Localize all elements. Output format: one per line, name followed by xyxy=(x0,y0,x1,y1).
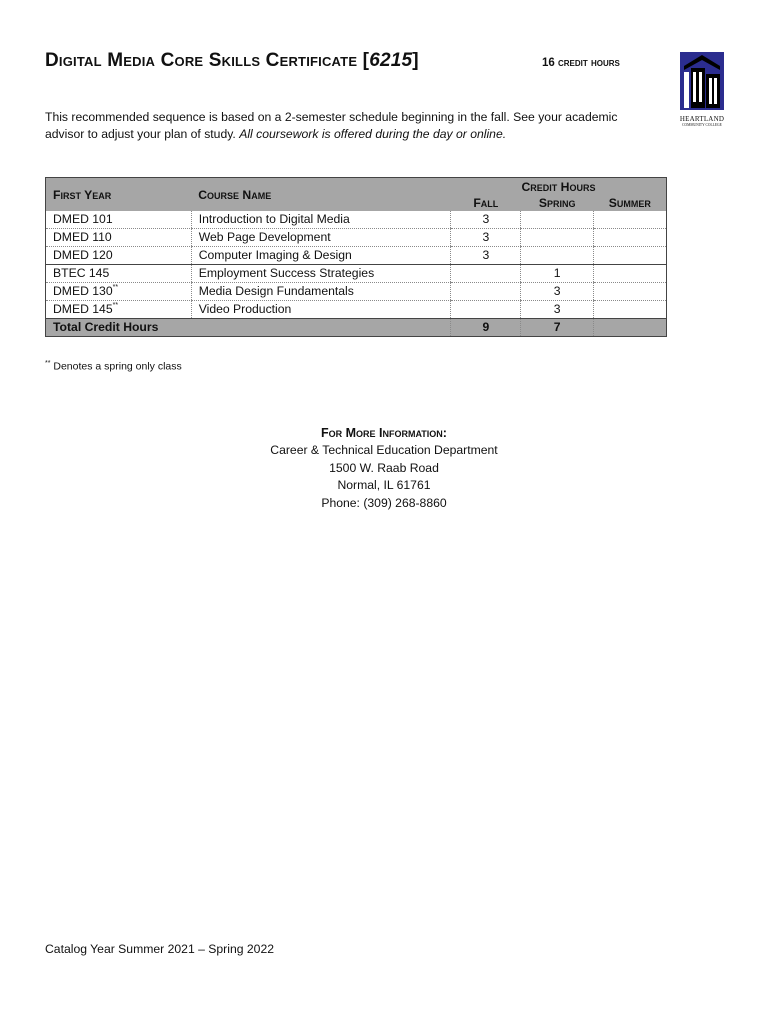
footnote-text: Denotes a spring only class xyxy=(50,360,182,373)
summer-credits xyxy=(594,247,667,265)
header-credit-hours: Credit Hours xyxy=(451,178,667,196)
header-course-name: Course Name xyxy=(191,178,451,212)
intro-italic-note: All coursework is offered during the day or online. xyxy=(239,127,507,141)
table-row xyxy=(46,247,667,265)
logo-wordmark: HEARTLAND xyxy=(679,115,725,123)
table-row xyxy=(46,301,667,319)
total-summer xyxy=(594,319,667,337)
course-name: Media Design Fundamentals xyxy=(191,283,451,301)
title-close: ] xyxy=(412,50,419,71)
spring-credits xyxy=(521,229,594,247)
course-name: Computer Imaging & Design xyxy=(191,247,451,265)
catalog-year: Catalog Year Summer 2021 – Spring 2022 xyxy=(45,942,275,956)
contact-phone: Phone: (309) 268-8860 xyxy=(321,495,447,510)
table-row xyxy=(46,283,667,301)
spring-credits xyxy=(521,247,594,265)
summer-credits xyxy=(594,301,667,319)
spring-credits: 3 xyxy=(521,283,594,301)
fall-credits: 3 xyxy=(451,211,521,229)
table-row xyxy=(46,229,667,247)
contact-heading: For More Information: xyxy=(321,426,447,440)
header-spring: Spring xyxy=(521,195,594,211)
contact-city: Normal, IL 61761 xyxy=(337,478,431,493)
course-code: DMED 120 xyxy=(46,247,192,265)
course-code: DMED 145** xyxy=(46,301,192,319)
college-logo-icon xyxy=(680,52,724,110)
fall-credits xyxy=(451,301,521,319)
title-text: Digital Media Core Skills Certificate [ xyxy=(45,50,370,71)
summer-credits xyxy=(594,229,667,247)
course-code: BTEC 145 xyxy=(46,265,192,283)
total-spring: 7 xyxy=(521,319,594,337)
college-logo xyxy=(677,52,727,130)
course-name: Video Production xyxy=(191,301,451,319)
total-label: Total Credit Hours xyxy=(46,319,451,337)
summer-credits xyxy=(594,265,667,283)
intro-paragraph xyxy=(45,109,645,143)
total-credit-hours-label: 16 credit hours xyxy=(542,57,620,69)
intro-text: This recommended sequence is based on a 2-semester schedule beginning in the fall. See your academic advisor to adjust your plan of study. xyxy=(45,110,618,141)
fall-credits xyxy=(451,283,521,301)
fall-credits: 3 xyxy=(451,229,521,247)
course-code: DMED 130** xyxy=(46,283,192,301)
spring-credits: 3 xyxy=(521,301,594,319)
course-code: DMED 101 xyxy=(46,211,192,229)
spring-credits: 1 xyxy=(521,265,594,283)
summer-credits xyxy=(594,283,667,301)
table-row xyxy=(46,265,667,283)
course-name: Web Page Development xyxy=(191,229,451,247)
course-plan-table xyxy=(45,177,667,337)
header-first-year: First Year xyxy=(46,178,192,212)
total-row xyxy=(46,319,667,337)
header-fall: Fall xyxy=(451,195,521,211)
contact-street: 1500 W. Raab Road xyxy=(329,460,439,475)
course-name: Introduction to Digital Media xyxy=(191,211,451,229)
course-code: DMED 110 xyxy=(46,229,192,247)
footnote-mark: ** xyxy=(45,360,51,367)
page-title xyxy=(45,50,419,72)
contact-info xyxy=(0,425,768,512)
total-fall: 9 xyxy=(451,319,521,337)
table-row xyxy=(46,211,667,229)
contact-department: Career & Technical Education Department xyxy=(270,443,498,458)
fall-credits xyxy=(451,265,521,283)
fall-credits: 3 xyxy=(451,247,521,265)
logo-subtitle: COMMUNITY COLLEGE xyxy=(682,123,722,127)
spring-credits xyxy=(521,211,594,229)
footnote xyxy=(45,360,182,373)
course-name: Employment Success Strategies xyxy=(191,265,451,283)
summer-credits xyxy=(594,211,667,229)
header-summer: Summer xyxy=(594,195,667,211)
program-code: 6215 xyxy=(369,50,413,71)
